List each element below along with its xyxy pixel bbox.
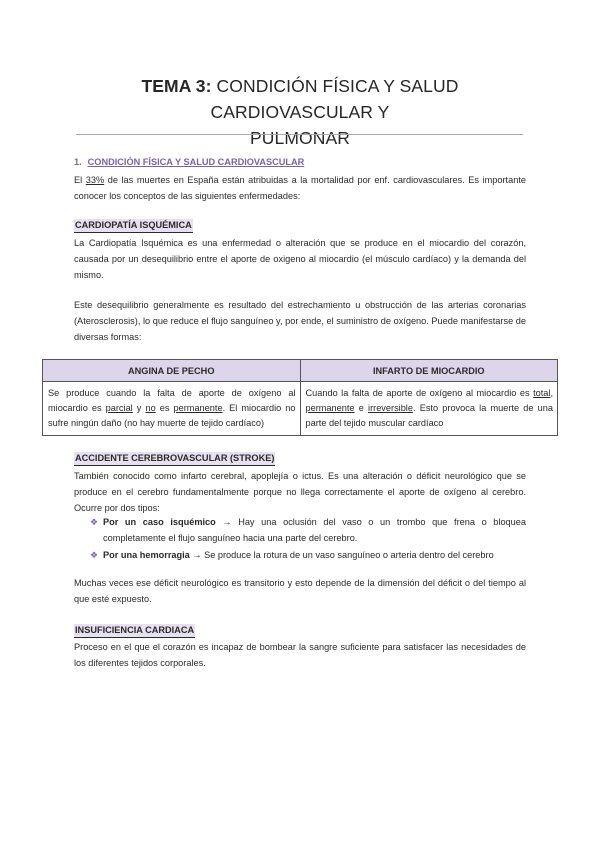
cardiopatia-heading: CARDIOPATÍA ISQUÉMICA — [75, 220, 192, 230]
table-cell-angina: Se produce cuando la falta de aporte de oxígeno al miocardio es parcial y no es permanente. El miocardio no sufre ningún daño (no hay muerte de tejido cardíaco) — [43, 382, 301, 436]
intro-text-start: El — [74, 175, 86, 186]
list-item — [90, 515, 526, 546]
intro-percentage: 33% — [85, 175, 105, 186]
section-heading — [74, 157, 304, 167]
stroke-heading: ACCIDENTE CEREBROVASCULAR (STROKE) — [75, 453, 275, 463]
bullet-text: Hay una oclusión del vaso o un trombo que frena o bloquea completamente el flujo sanguíneo hacia una parte del cerebro. — [103, 517, 526, 543]
bullet-text: Se produce la rotura de un vaso sanguíneo o arteria dentro del cerebro — [204, 550, 494, 560]
section-title: CONDICIÓN FÍSICA Y SALUD CARDIOVASCULAR — [87, 157, 305, 167]
bullet-term: Por un caso isquémico — [103, 517, 216, 527]
stroke-paragraph-2: Muchas veces ese déficit neurológico es transitorio y esto depende de la dimensión del déficit o del tiempo al que esté expuesto. — [74, 578, 526, 605]
title-line2: PULMONAR — [250, 128, 350, 148]
cardiopatia-paragraph-2: Este desequilibrio generalmente es resultado del estrechamiento u obstrucción de las arterias coronarias (Aterosclerosis), lo que reduce el flujo sanguíneo y, por ende, el suministro de oxígeno. Puede manifestarse de diversas formas: — [74, 300, 526, 343]
list-item — [90, 548, 526, 564]
table-cell-infarto: Cuando la falta de aporte de oxígeno al miocardio es total, permanente e irreversible. Esto provoca la muerte de una parte del tejido muscular cardíaco — [300, 382, 558, 436]
arrow-icon: → — [189, 550, 205, 560]
intro-paragraph — [74, 172, 526, 204]
insuficiencia-paragraph: Proceso en el que el corazón es incapaz de bombear la sangre suficiente para satisfacer las necesidades de los diferentes tejidos corporales. — [74, 642, 526, 669]
title-divider — [76, 134, 523, 135]
diamond-bullet-icon: ❖ — [90, 517, 99, 527]
cardiopatia-paragraph-1: La Cardiopatía Isquémica es una enfermedad o alteración que se produce en el miocardio del corazón, causada por un desequilibrio entre el aporte de oxigeno al miocardio (el músculo cardíaco) y la demanda del mismo. — [74, 238, 526, 281]
arrow-icon: → — [215, 517, 239, 527]
title-line1: CONDICIÓN FÍSICA Y SALUD CARDIOVASCULAR Y — [210, 76, 459, 122]
section-number: 1. — [74, 157, 82, 167]
angina-infarto-table — [42, 359, 558, 436]
table-header-angina: ANGINA DE PECHO — [43, 360, 301, 382]
table-header-infarto: INFARTO DE MIOCARDIO — [300, 360, 558, 382]
bullet-term: Por una hemorragia — [103, 550, 190, 560]
stroke-types-list — [90, 515, 526, 566]
intro-text-end: de las muertes en España están atribuidas a la mortalidad por enf. cardiovasculares. Es importante conocer los conceptos de las siguientes enfermedades: — [74, 175, 526, 202]
page-title — [60, 73, 540, 151]
insuficiencia-heading: INSUFICIENCIA CARDIACA — [75, 625, 195, 635]
diamond-bullet-icon: ❖ — [90, 550, 99, 560]
stroke-paragraph-1: También conocido como infarto cerebral, apoplejía o ictus. Es una alteración o déficit neurológico que se produce en el cerebro fundamentalmente porque no llega correctamente el aporte de oxígeno al cerebro. Ocurre por dos tipos: — [74, 471, 526, 514]
title-prefix: TEMA 3: — [141, 76, 212, 96]
